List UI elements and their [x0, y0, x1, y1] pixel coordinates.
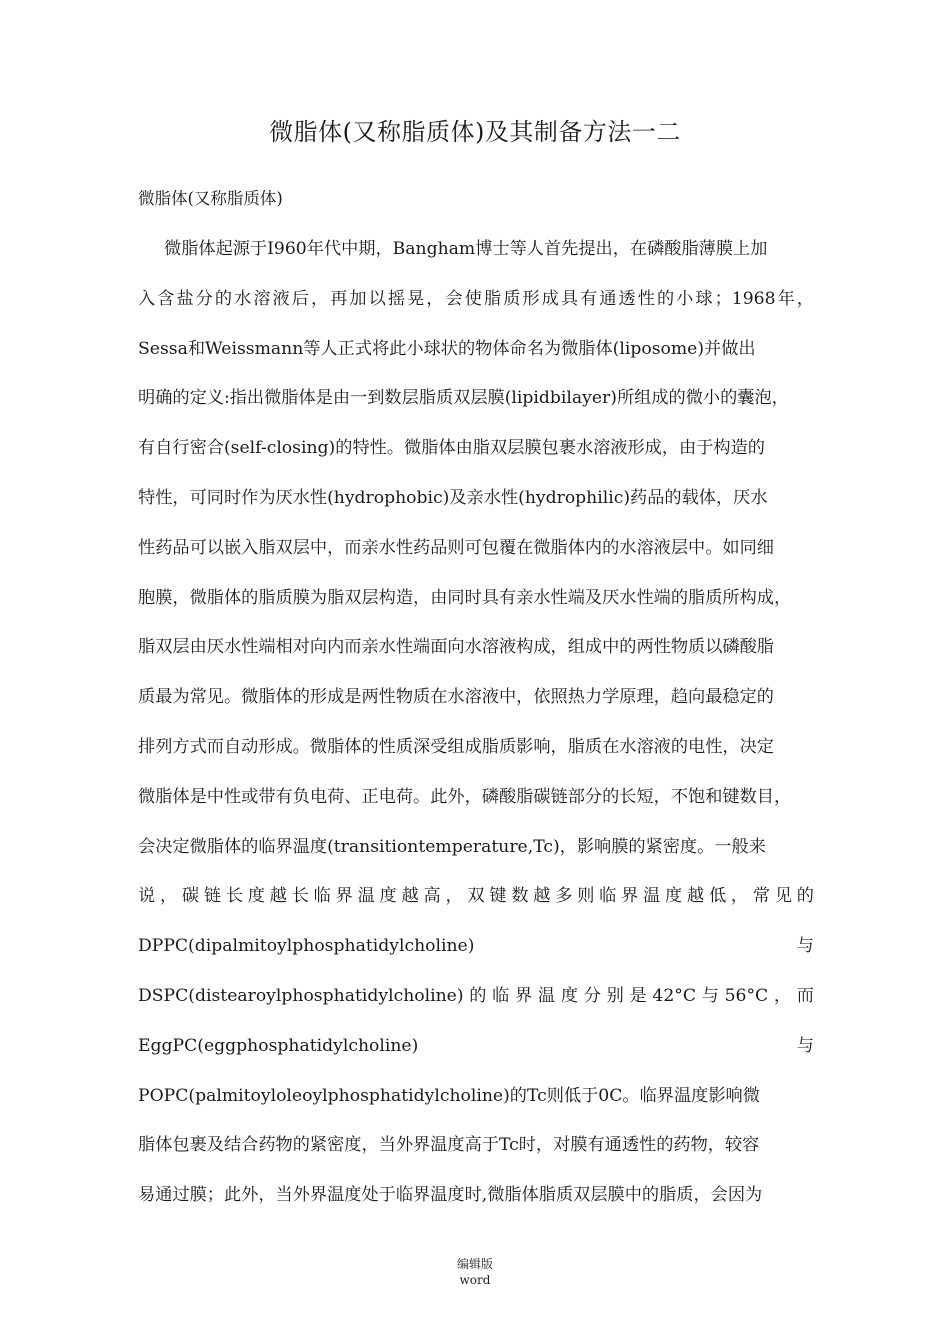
- paragraph-line: 微脂体起源于I960年代中期，Bangham博士等人首先提出，在磷酸脂薄膜上加: [164, 239, 768, 259]
- paragraph-line: 脂双层由厌水性端相对向内而亲水性端面向水溶液构成，组成中的两性物质以磷酸脂: [138, 637, 774, 658]
- paragraph-line: DSPC(distearoylphosphatidylcholine)的临界温度分别是42°C与56°C，而: [138, 985, 814, 1006]
- paragraph-line: 有自行密合(self-closing)的特性。微脂体由脂双层膜包裹水溶液形成，由于构造的: [138, 438, 765, 459]
- paragraph-line: 入含盐分的水溶液后，再加以摇晃，会使脂质形成具有通透性的小球；1968年，: [138, 288, 814, 309]
- page-footer: [0, 1256, 950, 1288]
- paragraph-line: 脂体包裹及结合药物的紧密度，当外界温度高于Tc时，对膜有通透性的药物，较容: [138, 1135, 760, 1156]
- paragraph-line: 排列方式而自动形成。微脂体的性质深受组成脂质影响，脂质在水溶液的电性，决定: [138, 736, 774, 757]
- chemical-name: DPPC(dipalmitoylphosphatidylcholine): [138, 936, 475, 957]
- paragraph-line: 会决定微脂体的临界温度(transitiontemperature,Tc)，影响膜的紧密度。一般来: [138, 836, 766, 857]
- paragraph-line: 明确的定义:指出微脂体是由一到数层脂质双层膜(lipidbilayer)所组成的微小的囊泡，: [138, 388, 789, 409]
- document-title: 微脂体(又称脂质体)及其制备方法一二: [269, 118, 681, 146]
- paragraph-line: 易通过膜；此外，当外界温度处于临界温度时,微脂体脂质双层膜中的脂质，会因为: [138, 1185, 763, 1206]
- paragraph-line: 微脂体是中性或带有负电荷、正电荷。此外，磷酸脂碳链部分的长短，不饱和键数目，: [138, 786, 792, 807]
- paragraph-line-split: [138, 1030, 814, 1080]
- paragraph-line: POPC(palmitoyloleoylphosphatidylcholine)的Tc则低于0C。临界温度影响微: [138, 1085, 760, 1106]
- footer-sublabel: word: [459, 1273, 491, 1287]
- paragraph-line: 胞膜，微脂体的脂质膜为脂双层构造，由同时具有亲水性端及厌水性端的脂质所构成，: [138, 587, 792, 608]
- connector-word: 与: [796, 1035, 814, 1056]
- paragraph-line: Sessa和Weissmann等人正式将此小球状的物体命名为微脂体(liposome)并做出: [138, 338, 756, 359]
- paragraph-line: 特性，可同时作为厌水性(hydrophobic)及亲水性(hydrophilic)药品的载体，厌水: [138, 487, 768, 508]
- chemical-name: EggPC(eggphosphatidylcholine): [138, 1035, 419, 1056]
- paragraph-line-split: [138, 930, 814, 980]
- footer-label: 编辑版: [456, 1257, 493, 1271]
- connector-word: 与: [796, 936, 814, 957]
- paragraph-line: 性药品可以嵌入脂双层中，而亲水性药品则可包覆在微脂体内的水溶液层中。如同细: [138, 537, 774, 558]
- body-paragraph: [138, 233, 814, 1229]
- paragraph-line: 说，碳链长度越长临界温度越高，双键数越多则临界温度越低，常见的: [138, 886, 814, 907]
- paragraph-line: 质最为常见。微脂体的形成是两性物质在水溶液中，依照热力学原理，趋向最稳定的: [138, 687, 774, 708]
- section-subheading: 微脂体(又称脂质体): [138, 189, 283, 208]
